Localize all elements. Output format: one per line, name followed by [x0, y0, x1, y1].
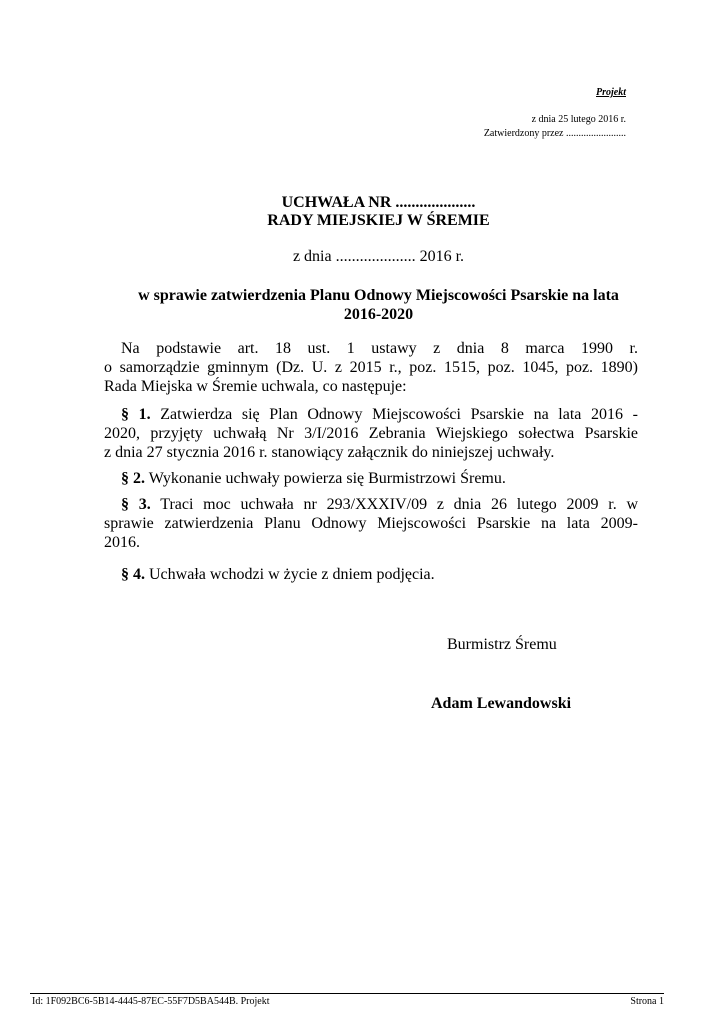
- subject-line: 2016-2020: [343, 306, 414, 323]
- section-mark: § 2.: [121, 470, 145, 487]
- approved-by-line: Zatwierdzony przez ........................: [483, 128, 626, 139]
- section-3-line: sprawie zatwierdzenia Planu Odnowy Miejscowości Psarskie na lata 2009-: [104, 515, 638, 532]
- document-id: Id: 1F092BC6-5B14-4445-87EC-55F7D5BA544B. Projekt: [32, 996, 270, 1007]
- intro-line: Rada Miejska w Śremie uchwala, co następuje:: [104, 378, 407, 395]
- section-3-line: [104, 495, 638, 514]
- footer-divider: [30, 993, 664, 994]
- resolution-date: z dnia .................... 2016 r.: [292, 248, 465, 265]
- section-1-line: z dnia 27 stycznia 2016 r. stanowiący załącznik do niniejszej uchwały.: [104, 444, 555, 461]
- intro-line: Na podstawie art. 18 ust. 1 ustawy z dnia 8 marca 1990 r.: [121, 340, 638, 357]
- section-2: [104, 469, 638, 488]
- section-4-line: [104, 565, 638, 584]
- section-1-line: 2020, przyjęty uchwałą Nr 3/I/2016 Zebrania Wiejskiego sołectwa Psarskie: [104, 425, 638, 442]
- section-text: Uchwała wchodzi w życie z dniem podjęcia.: [145, 566, 435, 583]
- section-text: Zatwierdza się Plan Odnowy Miejscowości Psarskie na lata 2016 -: [150, 406, 638, 423]
- section-mark: § 3.: [121, 496, 151, 513]
- section-text: Traci moc uchwała nr 293/XXXIV/09 z dnia 26 lutego 2009 r. w: [150, 496, 639, 513]
- section-4: [104, 565, 638, 584]
- section-mark: § 1.: [121, 406, 151, 423]
- project-label: Projekt: [596, 87, 626, 98]
- resolution-number: UCHWAŁA NR ....................: [281, 194, 476, 211]
- signatory-title: Burmistrz Śremu: [447, 636, 557, 653]
- council-name: RADY MIEJSKIEJ W ŚREMIE: [267, 212, 490, 229]
- intro-paragraph: [104, 339, 638, 396]
- draft-date: z dnia 25 lutego 2016 r.: [531, 114, 626, 125]
- page-number: Strona 1: [630, 996, 664, 1007]
- section-3-line: 2016.: [104, 534, 140, 551]
- section-1: [104, 405, 638, 462]
- section-text: Wykonanie uchwały powierza się Burmistrzowi Śremu.: [145, 470, 506, 487]
- subject-line: w sprawie zatwierdzenia Planu Odnowy Miejscowości Psarskie na lata: [138, 287, 619, 304]
- signatory-name: Adam Lewandowski: [431, 695, 572, 712]
- section-3: [104, 495, 638, 552]
- section-2-line: [104, 469, 638, 488]
- resolution-subject: [117, 286, 640, 324]
- section-mark: § 4.: [121, 566, 145, 583]
- section-1-line: [104, 405, 638, 424]
- intro-line: o samorządzie gminnym (Dz. U. z 2015 r., poz. 1515, poz. 1045, poz. 1890): [104, 359, 638, 376]
